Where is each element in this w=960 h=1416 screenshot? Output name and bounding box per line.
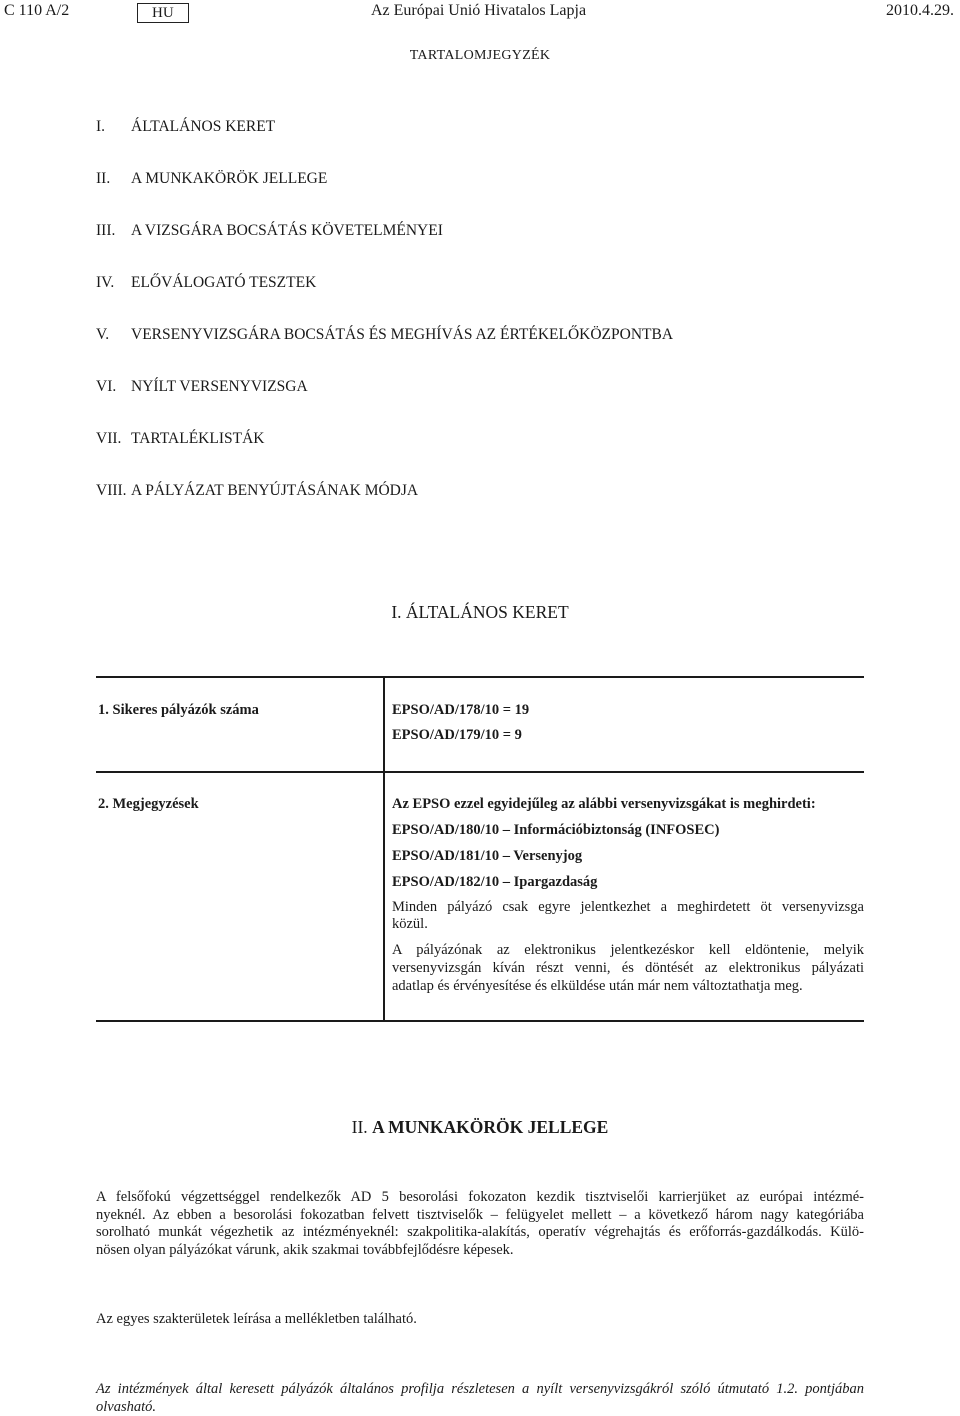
toc-item-number: IV. [96,274,115,291]
toc-item-number: VI. [96,378,117,395]
page-header [4,2,956,24]
toc-item-number: V. [96,326,110,343]
remarks-note-1: közül. [392,916,428,932]
toc-item-number: II. [96,170,111,187]
successful-count-1: EPSO/AD/178/10 = 19 [392,702,530,718]
section-2-number: II. [351,1117,368,1137]
toc-item-number: VII. [96,430,122,447]
toc-item-label: A VIZSGÁRA BOCSÁTÁS KÖVETELMÉNYEI [131,222,443,239]
job-description-paragraph: nösen olyan pályázókat várunk, akik szakmai továbbfejlődésre képesek. [96,1242,514,1258]
remarks-intro: Az EPSO ezzel egyidejűleg az alábbi versenyvizsgákat is meghirdeti: [392,796,816,812]
remarks-note-1: Minden pályázó csak egyre jelentkezhet a meghirdetett öt versenyvizsga [392,899,864,915]
profile-reference-paragraph: Az intézmények által keresett pályázók általános profilja részletesen a nyílt versenyvizsgákról szóló útmutató 1.2. pontjában olvasható. [96,1381,864,1415]
toc-item-label: A MUNKAKÖRÖK JELLEGE [131,170,328,187]
table-top-rule [96,676,864,678]
toc-item-number: I. [96,118,106,135]
remarks-note-2: versenyvizsgán kíván részt venni, és döntését az elektronikus pályázati [392,960,864,976]
competition-item: EPSO/AD/180/10 – Információbiztonság (INFOSEC) [392,822,720,838]
toc-item-label: VERSENYVIZSGÁRA BOCSÁTÁS ÉS MEGHÍVÁS AZ ÉRTÉKELŐKÖZPONTBA [131,326,674,343]
language-badge: HU [137,3,189,23]
section-2-heading [0,1117,960,1138]
job-description-paragraph: sorolható munkát végezhetik az intézményeknél: szakpolitika-alakítás, operatív végrehajtás és erőforrás-gazdálkodás. Külö- [96,1224,864,1240]
toc-title: TARTALOMJEGYZÉK [409,48,551,63]
journal-reference: C 110 A/2 [4,2,70,19]
table-bottom-rule [96,1020,864,1022]
successful-count-2: EPSO/AD/179/10 = 9 [392,727,522,743]
publication-date: 2010.4.29. [886,2,954,19]
table-column-divider [383,676,385,1021]
section-1-heading: I. ÁLTALÁNOS KERET [391,602,569,622]
toc-item-label: TARTALÉKLISTÁK [131,430,265,447]
remarks-note-2: A pályázónak az elektronikus jelentkezéskor kell eldöntenie, melyik [392,942,864,958]
section-2-title: A MUNKAKÖRÖK JELLEGE [372,1117,609,1137]
row-label-successful-applicants: 1. Sikeres pályázók száma [98,702,259,718]
toc-item-label: NYÍLT VERSENYVIZSGA [131,378,308,395]
toc-item-label: ÁLTALÁNOS KERET [131,118,276,135]
table-middle-rule [96,771,864,773]
row-label-remarks: 2. Megjegyzések [98,796,199,812]
job-description-paragraph: A felsőfokú végzettséggel rendelkezők AD 5 besorolási fokozaton kezdik tisztviselői karrierjüket az európai intézmé- [96,1189,864,1205]
toc-item-label: A PÁLYÁZAT BENYÚJTÁSÁNAK MÓDJA [131,482,419,499]
toc-item-number: III. [96,222,116,239]
job-description-paragraph: nyeknél. Az ebben a besorolási fokozatban felvett tisztviselők – felügyelet mellett – a következő három nagy kategóriába [96,1207,864,1223]
competition-item: EPSO/AD/181/10 – Versenyjog [392,848,583,864]
toc-item-number: VIII. [96,482,127,499]
annex-reference-paragraph: Az egyes szakterületek leírása a mellékletben található. [96,1311,417,1327]
toc-item-label: ELŐVÁLOGATÓ TESZTEK [131,274,317,291]
remarks-note-2: adatlap és érvényesítése és elküldése után már nem változtathatja meg. [392,978,803,994]
competition-item: EPSO/AD/182/10 – Ipargazdaság [392,874,598,890]
journal-title: Az Európai Unió Hivatalos Lapja [371,2,587,19]
